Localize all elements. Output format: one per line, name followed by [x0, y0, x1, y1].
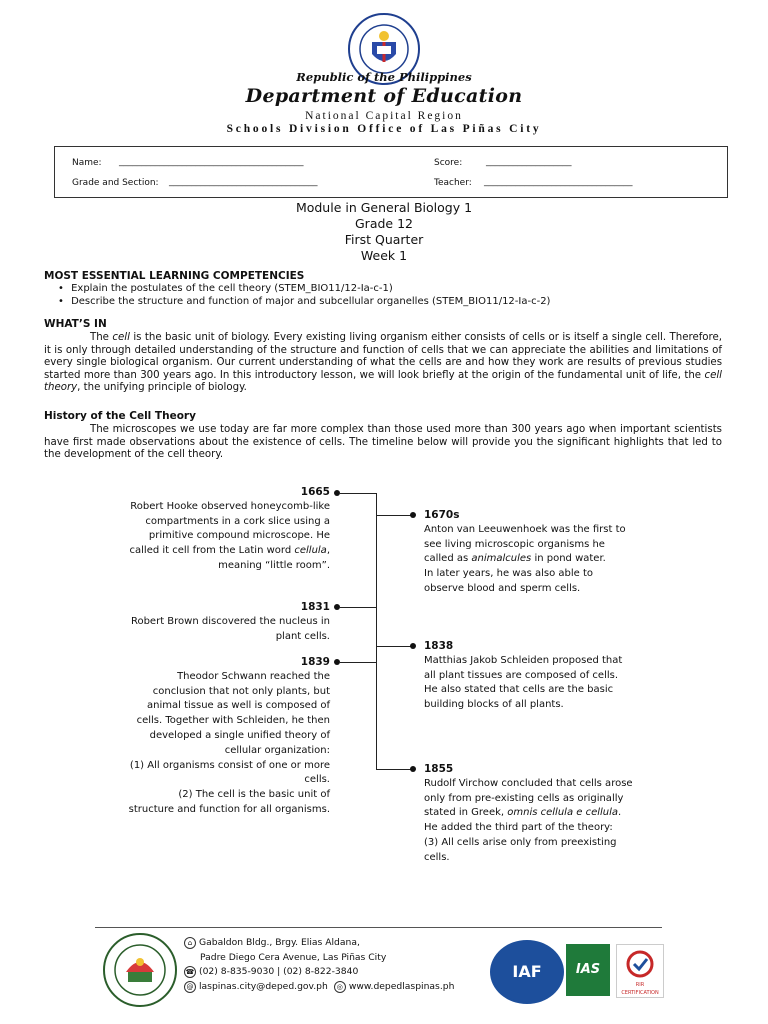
- timeline-text: He added the third part of the theory:: [424, 822, 613, 834]
- timeline-connector: [340, 607, 376, 608]
- timeline-text: [424, 806, 684, 821]
- rir-certification-logo: [616, 944, 664, 998]
- timeline-connector: [340, 662, 376, 663]
- timeline-text-part: called it cell from the Latin word: [129, 545, 295, 557]
- timeline-text: (2) The cell is the basic unit of: [178, 789, 330, 801]
- footer-contact: [184, 936, 454, 994]
- timeline-text: cells.: [304, 774, 330, 786]
- name-field[interactable]: _________________________________________: [119, 157, 304, 167]
- timeline-connector: [376, 515, 413, 516]
- timeline-text-part: called as: [424, 553, 472, 565]
- timeline-text: Matthias Jakob Schleiden proposed that: [424, 654, 623, 666]
- timeline-dot: [410, 512, 416, 518]
- timeline-text-part: .: [618, 807, 622, 819]
- iaf-logo: IAF: [490, 940, 564, 1004]
- timeline-entry-1670s: [424, 508, 684, 597]
- module-week: Week 1: [360, 248, 408, 263]
- student-info-box: [54, 146, 728, 198]
- grade-section-label: Grade and Section:: [72, 178, 159, 188]
- competency-item: • Explain the postulates of the cell theory (STEM_BIO11/12-Ia-c-1): [58, 283, 393, 294]
- timeline-dot: [334, 490, 340, 496]
- timeline-entry-1831: [90, 600, 330, 644]
- timeline-text: cells.: [424, 851, 450, 863]
- teacher-label: Teacher:: [434, 178, 472, 188]
- timeline-year: 1855: [424, 763, 454, 775]
- certification-text: RIR CERTIFICATION: [621, 982, 659, 996]
- timeline-text: Anton van Leeuwenhoek was the first to: [424, 523, 626, 535]
- timeline-connector: [340, 493, 376, 494]
- timeline-text-part: in pond water.: [531, 553, 606, 565]
- timeline-year: 1831: [300, 601, 330, 613]
- address-line-2: Padre Diego Cera Avenue, Las Piñas City: [200, 951, 387, 963]
- web-icon: ◎: [334, 981, 346, 993]
- module-grade: Grade 12: [355, 216, 413, 231]
- timeline-text: plant cells.: [275, 630, 330, 642]
- timeline-text: observe blood and sperm cells.: [424, 582, 581, 594]
- footer-divider: [95, 927, 662, 928]
- para-text: The: [90, 332, 113, 343]
- para-text: , the unifying principle of biology.: [77, 382, 247, 394]
- timeline-text: [90, 544, 330, 559]
- timeline-text: cellular organization:: [224, 744, 330, 756]
- timeline-text: [424, 552, 684, 567]
- timeline-text: building blocks of all plants.: [424, 699, 564, 711]
- timeline-text: cells. Together with Schleiden, he then: [136, 715, 330, 727]
- score-label: Score:: [434, 158, 463, 168]
- phone-icon: ☎: [185, 968, 195, 976]
- whats-in-heading: WHAT’S IN: [44, 318, 107, 330]
- timeline-text: compartments in a cork slice using a: [145, 515, 330, 527]
- competency-item: • Describe the structure and function of major and subcellular organelles (STEM_BIO11/12-Ia-c-2): [58, 296, 551, 307]
- competencies-heading: MOST ESSENTIAL LEARNING COMPETENCIES: [44, 270, 305, 282]
- timeline-spine: [376, 493, 377, 769]
- division-heading: Schools Division Office of Las Piñas City: [226, 123, 542, 135]
- email-link[interactable]: laspinas.city@deped.gov.ph: [199, 980, 328, 992]
- timeline-dot: [410, 766, 416, 772]
- timeline-entry-1855: [424, 762, 684, 866]
- website-link[interactable]: www.depedlaspinas.ph: [348, 980, 455, 992]
- timeline-dot: [334, 604, 340, 610]
- timeline-text: all plant tissues are composed of cells.: [424, 669, 619, 681]
- phone-text: (02) 8-835-9030 | (02) 8-822-3840: [199, 966, 359, 977]
- module-title: Module in General Biology 1: [295, 200, 473, 215]
- timeline-text: only from pre-existing cells as originally: [424, 792, 624, 804]
- certification-icon: [625, 949, 655, 979]
- ias-logo: IAS: [566, 944, 610, 996]
- timeline-connector: [376, 769, 413, 770]
- email-icon: @: [184, 981, 196, 993]
- timeline-text-part: ,: [326, 545, 330, 557]
- timeline-text: Rudolf Virchow concluded that cells arose: [424, 777, 633, 789]
- timeline-entry-1838: [424, 639, 684, 713]
- sdo-las-pinas-logo: [102, 932, 178, 1008]
- phone-line: [184, 965, 454, 980]
- name-label: Name:: [72, 158, 102, 168]
- timeline-text: structure and function for all organisms.: [128, 803, 330, 815]
- grade-section-field[interactable]: _________________________________: [169, 177, 318, 187]
- department-heading: Department of Education: [245, 85, 523, 107]
- teacher-field[interactable]: _________________________________: [484, 177, 633, 187]
- timeline-text: He also stated that cells are the basic: [424, 684, 614, 696]
- republic-heading: Republic of the Philippines: [296, 70, 472, 84]
- history-heading: History of the Cell Theory: [44, 410, 196, 422]
- para-italic-theory: cell theory: [44, 369, 722, 394]
- timeline-text: (1) All organisms consist of one or more: [129, 759, 330, 771]
- history-paragraph: The microscopes we use today are far more complex than those used more than 300 years ago when important scientists have first made observations about the existence of cells. The timeline below will provide you the significant highlights that led to the development of the cell theory.: [44, 424, 722, 461]
- para-italic-cell: cell: [112, 332, 130, 343]
- timeline-text: Theodor Schwann reached the: [177, 670, 330, 682]
- timeline-year: 1839: [300, 656, 330, 668]
- address-text: Gabaldon Bldg., Brgy. Elias Aldana,: [199, 937, 360, 948]
- timeline-text: Robert Hooke observed honeycomb-like: [130, 500, 330, 512]
- timeline-text: (3) All cells arise only from preexisting: [424, 836, 617, 848]
- score-field[interactable]: ___________________: [486, 157, 572, 167]
- timeline-text: animal tissue as well is composed of: [147, 700, 330, 712]
- timeline-dot: [334, 659, 340, 665]
- timeline-text-italic: omnis cellula e cellula: [507, 807, 619, 819]
- timeline-entry-1665: [90, 485, 330, 574]
- timeline-entry-1839: [90, 655, 330, 818]
- timeline-year: 1670s: [424, 509, 460, 521]
- para-text: is the basic unit of biology. Every existing living organism either consists of cells or is itself a single cell. Therefore, it is only through detailed understanding of the structure and function of cells that we can appreciate the abilities and limitations of every single biological organism. Our current understanding of what the cells are and how they work are results of previous studies started more than 300 years ago. In this introductory lesson, we will look briefly at the origin of the fundamental unit of life, the: [44, 332, 723, 381]
- competency-text: Describe the structure and function of major and subcellular organelles (STEM_BIO11/12-Ia-c-2): [71, 296, 551, 307]
- address-line-1: [184, 936, 454, 951]
- location-icon: ⌂: [184, 937, 196, 949]
- module-title-block: [0, 200, 768, 264]
- timeline-connector: [376, 646, 413, 647]
- email-web-line: [184, 980, 454, 995]
- timeline-year: 1665: [300, 486, 330, 498]
- timeline-text: conclusion that not only plants, but: [152, 685, 330, 697]
- competency-text: Explain the postulates of the cell theory (STEM_BIO11/12-Ia-c-1): [71, 283, 393, 294]
- timeline-text: developed a single unified theory of: [149, 729, 330, 741]
- timeline-text: see living microscopic organisms he: [424, 538, 605, 550]
- timeline-dot: [410, 643, 416, 649]
- timeline-text-part: stated in Greek,: [424, 807, 508, 819]
- module-quarter: First Quarter: [344, 232, 424, 247]
- timeline-text-italic: animalcules: [471, 553, 532, 565]
- timeline-year: 1838: [424, 640, 454, 652]
- region-heading: National Capital Region: [305, 110, 463, 122]
- timeline-text: In later years, he was also able to: [424, 568, 594, 580]
- timeline-text: meaning “little room”.: [218, 559, 330, 571]
- timeline-text: Robert Brown discovered the nucleus in: [130, 615, 330, 627]
- timeline-text-italic: cellula: [294, 545, 327, 557]
- timeline-text: primitive compound microscope. He: [148, 530, 330, 542]
- whats-in-paragraph: [44, 332, 722, 395]
